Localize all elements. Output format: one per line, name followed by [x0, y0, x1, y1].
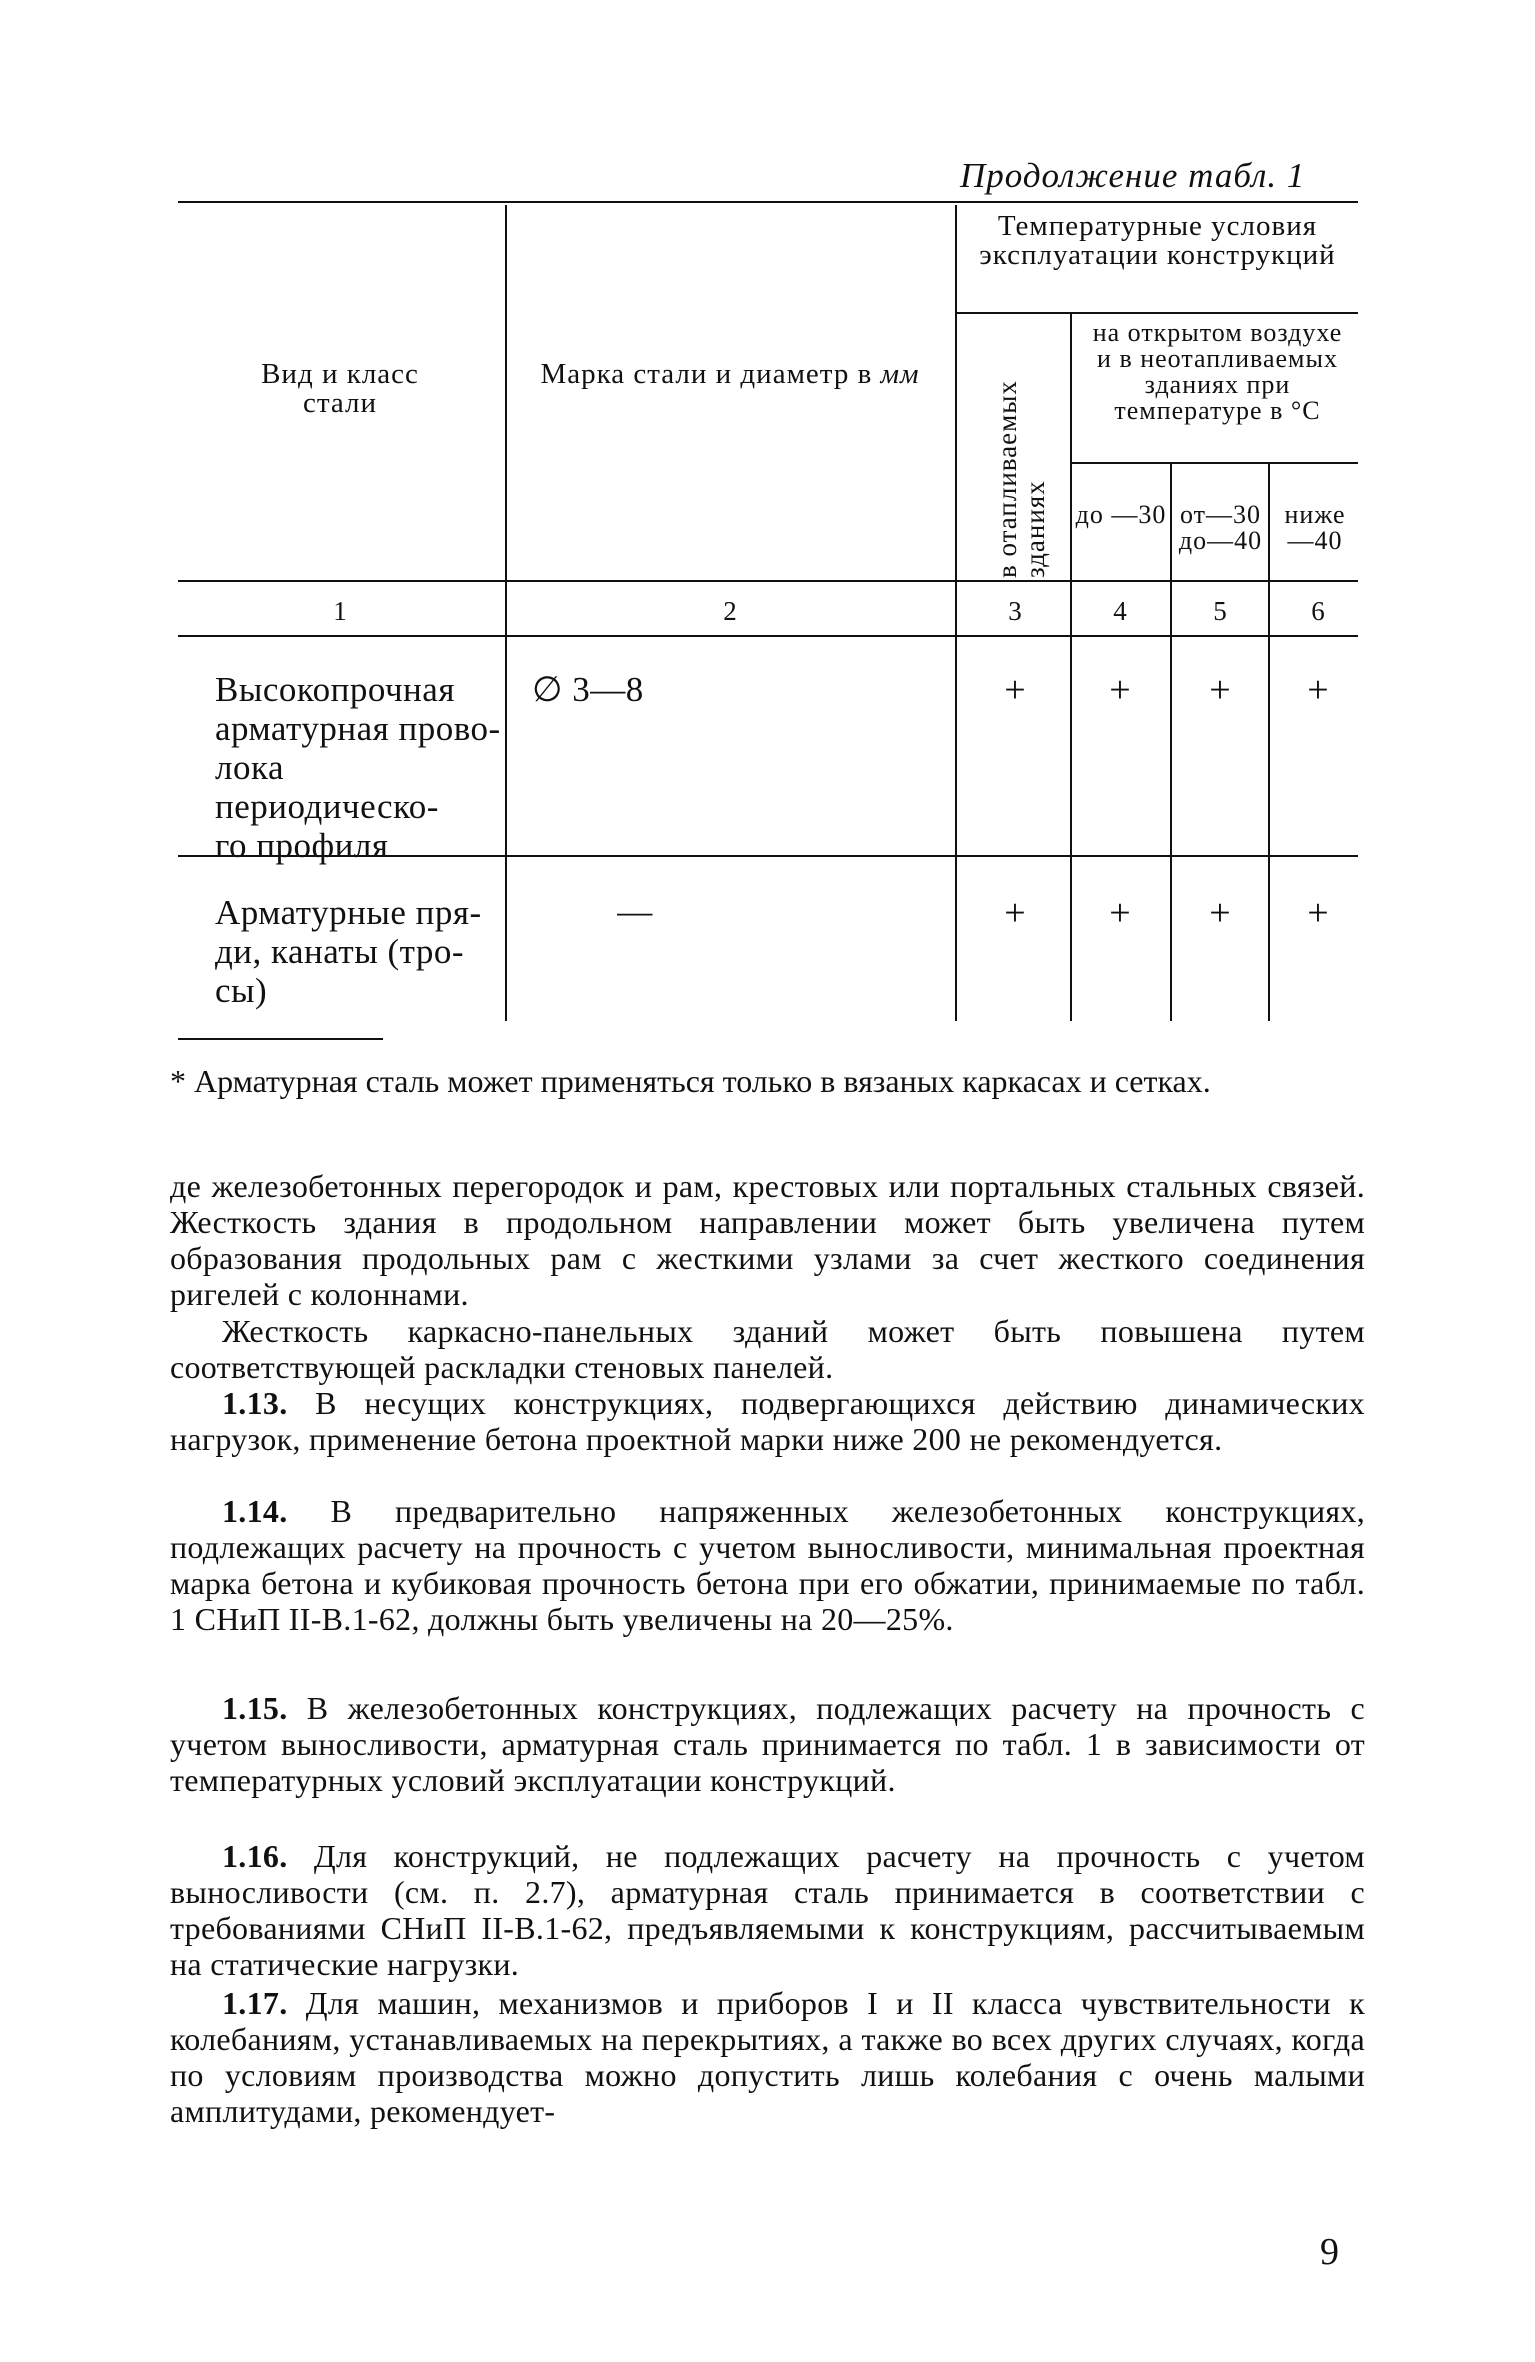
- row1-mark-30-40: +: [1209, 669, 1231, 711]
- header-steel-grade-text: Марка стали и диаметр в: [540, 358, 881, 390]
- header-heated-buildings: в отапливаемых зданиях: [992, 380, 1050, 578]
- table-top-rule: [178, 201, 1358, 203]
- col-divider-3: [1070, 314, 1072, 1021]
- row1-grade: ∅ 3—8: [532, 670, 644, 709]
- row2-mark-below-40: +: [1307, 892, 1329, 934]
- paragraph-1-15-number: 1.15.: [222, 1690, 288, 1726]
- paragraph-1-17-text: Для машин, механизмов и приборов I и II класса чувствительности к колебаниям, устанавливаемых на перекрытиях, а также во всех других случаях, когда по условиям производства можно допустить лишь колебания с очень малыми амплитудами, рекомендует-: [170, 1985, 1365, 2129]
- col-divider-5: [1268, 464, 1270, 1021]
- paragraph-1-15-text: В железобетонных конструкциях, подлежащих расчету на прочность с учетом выносливости, арматурная сталь принимается по табл. 1 в зависимости от температурных условий эксплуатации конструкций.: [170, 1690, 1365, 1798]
- paragraph-1-16-number: 1.16.: [222, 1838, 288, 1874]
- row2-type-line1: Арматурные пря-: [215, 893, 482, 932]
- header-bottom-rule: [178, 580, 1358, 582]
- paragraph-1-14: [170, 1493, 1365, 1637]
- table-row: [215, 670, 505, 865]
- paragraph-1-17-number: 1.17.: [222, 1985, 288, 2021]
- row2-type-line3: сы): [215, 971, 268, 1010]
- paragraph-1-16: [170, 1838, 1365, 1982]
- row1-mark-heated: +: [1004, 669, 1026, 711]
- paragraph-1-17: [170, 1985, 1365, 2129]
- col-divider-1: [505, 205, 507, 1021]
- header-temp-30-40: от—30 до—40: [1178, 500, 1263, 555]
- paragraph-1-14-text: В предварительно напряженных железобетонных конструкциях, подлежащих расчету на прочность с учетом выносливости, минимальная проектная марка бетона и кубиковая прочность бетона при его обжатии, принимаемые по табл. 1 СНиП II-В.1-62, должны быть увеличены на 20—25%.: [170, 1493, 1365, 1637]
- header-temp-to-30: до —30: [1075, 500, 1167, 529]
- header-temp-below-40: ниже —40: [1284, 500, 1346, 555]
- paragraph-rigidity: [170, 1313, 1365, 1385]
- table-row: [215, 893, 505, 1010]
- paragraph-1-14-number: 1.14.: [222, 1493, 288, 1529]
- paragraph-1-15: [170, 1690, 1365, 1798]
- paragraph-continuation-text: де железобетонных перегородок и рам, крестовых или портальных стальных связей. Жесткость здания в продольном направлении может быть увеличена путем образования продольных рам с жесткими узлами за счет жесткого соединения ригелей с колоннами.: [170, 1168, 1365, 1312]
- paragraph-1-13-text: В несущих конструкциях, подвергающихся действию динамических нагрузок, применение бетона проектной марки ниже 200 не рекомендуется.: [170, 1385, 1365, 1457]
- header-group-rule: [955, 312, 1358, 314]
- row1-type-line1: Высокопрочная: [215, 670, 455, 709]
- col-number-1: 1: [333, 596, 347, 626]
- header-open-air: на открытом воздухе и в неотапливаемых зданиях при температуре в °С: [1092, 318, 1343, 425]
- col-number-3: 3: [1008, 596, 1022, 626]
- row2-grade: —: [617, 892, 653, 931]
- row2-type-line2: ди, канаты (тро-: [215, 932, 465, 971]
- header-temperature-conditions: Температурные условия эксплуатации конструкций: [979, 210, 1336, 271]
- row1-type-line3: лока периодическо-: [215, 748, 439, 826]
- col-number-2: 2: [723, 596, 737, 626]
- col-number-4: 4: [1113, 596, 1127, 626]
- header-steel-type: Вид и класс стали: [261, 358, 419, 419]
- header-steel-grade-unit: мм: [880, 358, 920, 390]
- col-number-6: 6: [1311, 596, 1325, 626]
- row1-mark-to-30: +: [1109, 669, 1131, 711]
- paragraph-1-13-number: 1.13.: [222, 1385, 288, 1421]
- col-number-5: 5: [1213, 596, 1227, 626]
- col-divider-2: [955, 205, 957, 1021]
- table-footnote: * Арматурная сталь может применяться только в вязаных каркасах и сетках.: [170, 1063, 1211, 1099]
- row2-mark-heated: +: [1004, 892, 1026, 934]
- paragraph-1-16-text: Для конструкций, не подлежащих расчету на прочность с учетом выносливости (см. п. 2.7), арматурная сталь принимается в соответствии с требованиями СНиП II-В.1-62, предъявляемыми к конструкциям, рассчитываемым на статические нагрузки.: [170, 1838, 1365, 1982]
- footnote-rule: [178, 1038, 383, 1040]
- row1-type-line2: арматурная прово-: [215, 709, 501, 748]
- paragraph-continuation: [170, 1168, 1365, 1312]
- row1-mark-below-40: +: [1307, 669, 1329, 711]
- paragraph-rigidity-text: Жесткость каркасно-панельных зданий может быть повышена путем соответствующей раскладки стеновых панелей.: [170, 1313, 1365, 1385]
- table-caption: Продолжение табл. 1: [960, 156, 1306, 195]
- header-steel-grade: [530, 360, 930, 389]
- row1-type-line4: го профиля: [215, 826, 389, 865]
- paragraph-1-13: [170, 1385, 1365, 1457]
- row2-mark-to-30: +: [1109, 892, 1131, 934]
- numbers-bottom-rule: [178, 635, 1358, 637]
- page-number: 9: [1320, 2231, 1339, 2273]
- row2-mark-30-40: +: [1209, 892, 1231, 934]
- col-divider-4: [1170, 464, 1172, 1021]
- header-sub-rule: [1070, 462, 1358, 464]
